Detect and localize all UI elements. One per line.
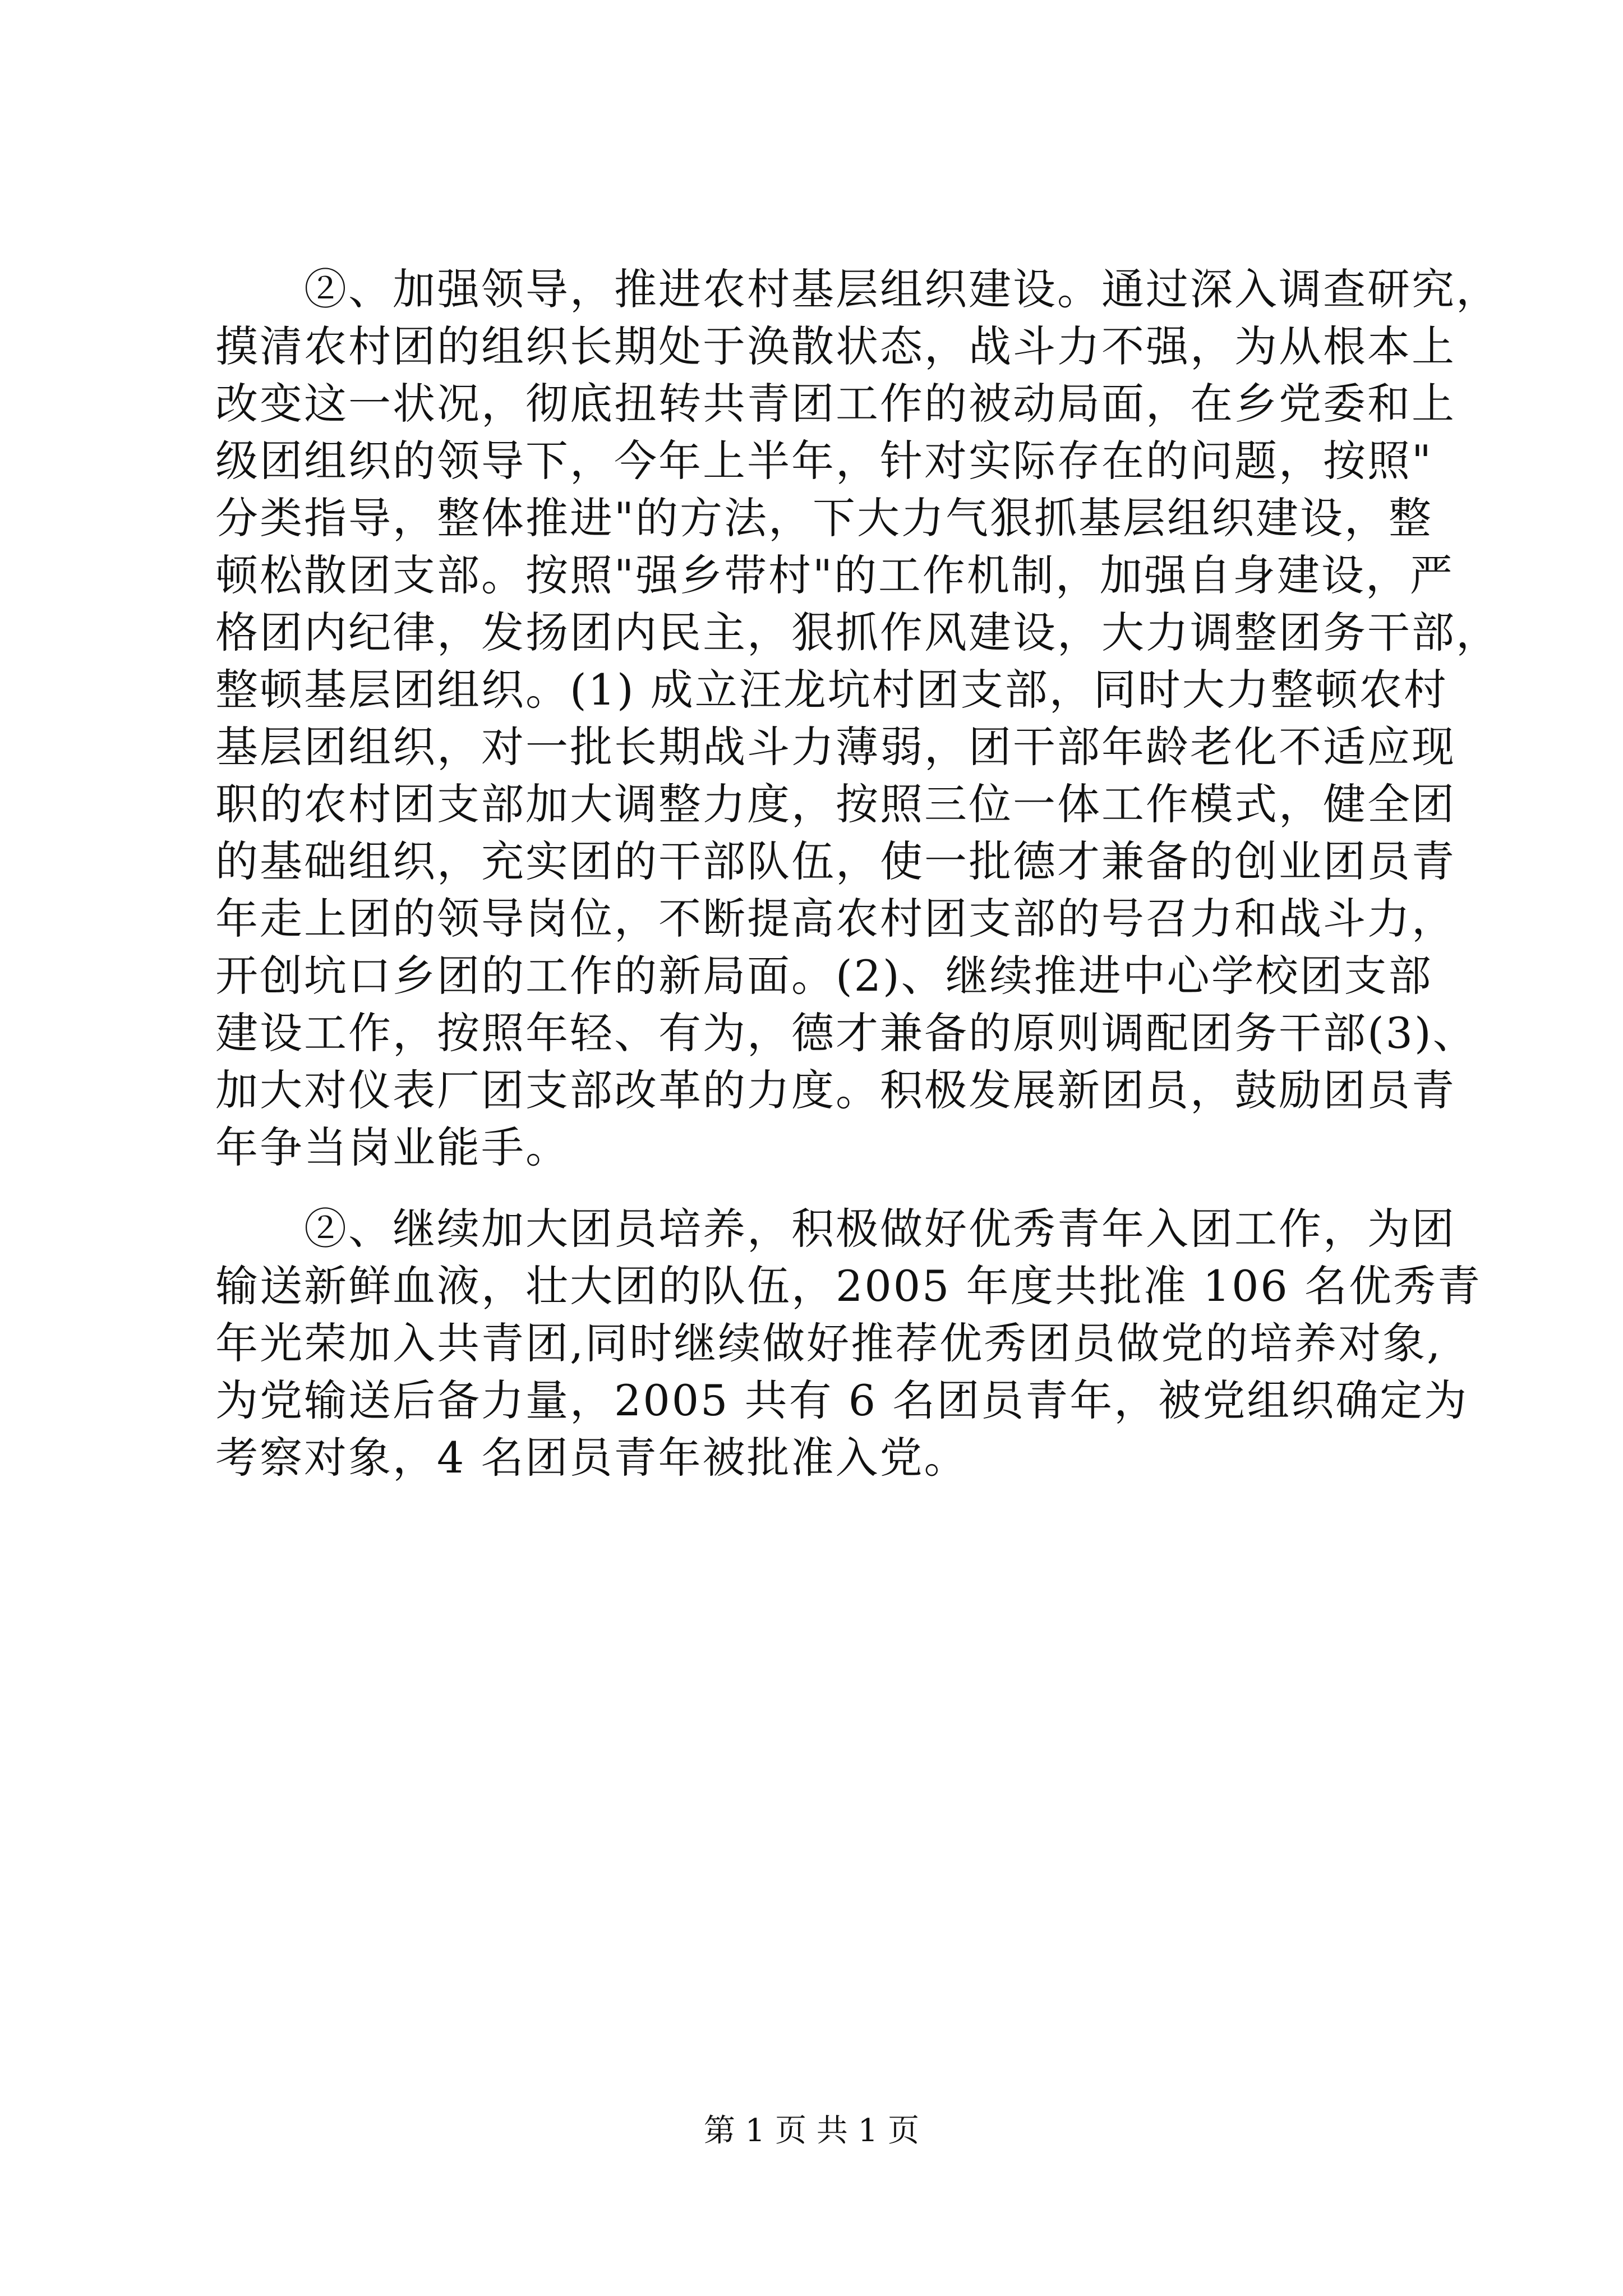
text-line: 基层团组织，对一批长期战斗力薄弱，团干部年龄老化不适应现 [215, 722, 1456, 772]
text-line: 顿松散团支部。按照"强乡带村"的工作机制，加强自身建设，严 [215, 550, 1454, 600]
text-line: 年走上团的领导岗位，不断提高农村团支部的号召力和战斗力， [215, 894, 1456, 944]
page-number: 第 1 页 共 1 页 [703, 2113, 920, 2149]
text-line: 加大对仪表厂团支部改革的力度。积极发展新团员，鼓励团员青 [215, 1065, 1456, 1115]
paragraph-spacing [215, 1176, 1409, 1200]
text-line: 为党输送后备力量，2005 共有 6 名团员青年，被党组织确定为 [215, 1375, 1469, 1425]
text-line: 的基础组织，充实团的干部队伍，使一批德才兼备的创业团员青 [215, 836, 1456, 886]
text-line: 职的农村团支部加大调整力度，按照三位一体工作模式，健全团 [215, 779, 1456, 829]
text-line: 年光荣加入共青团,同时继续做好推荐优秀团员做党的培养对象, [215, 1318, 1442, 1368]
text-line: 摸清农村团的组织长期处于涣散状态，战斗力不强，为从根本上 [215, 321, 1456, 371]
paragraph [215, 261, 1500, 1176]
text-line: 年争当岗业能手。 [215, 1122, 570, 1172]
document-body [215, 261, 1500, 1487]
text-line: ②、加强领导，推进农村基层组织建设。通过深入调查研究， [215, 264, 1500, 314]
text-line: 开创坑口乡团的工作的新局面。(2)、继续推进中心学校团支部 [215, 951, 1433, 1001]
text-line: 整顿基层团组织。(1) 成立汪龙坑村团支部，同时大力整顿农村 [215, 665, 1448, 715]
paragraph [215, 1200, 1482, 1487]
text-line: 分类指导，整体推进"的方法，下大力气狠抓基层组织建设，整 [215, 493, 1433, 543]
text-line: 级团组织的领导下，今年上半年，针对实际存在的问题，按照" [215, 436, 1433, 486]
text-line: 考察对象，4 名团员青年被批准入党。 [215, 1433, 969, 1483]
text-line: ②、继续加大团员培养，积极做好优秀青年入团工作，为团 [215, 1204, 1456, 1254]
text-line: 输送新鲜血液，壮大团的队伍，2005 年度共批准 106 名优秀青 [215, 1261, 1482, 1311]
text-line: 建设工作，按照年轻、有为，德才兼备的原则调配团务干部(3)、 [215, 1008, 1477, 1058]
text-line: 改变这一状况，彻底扭转共青团工作的被动局面，在乡党委和上 [215, 379, 1456, 429]
page-footer [0, 2111, 1623, 2151]
text-line: 格团内纪律，发扬团内民主，狠抓作风建设，大力调整团务干部， [215, 608, 1500, 657]
